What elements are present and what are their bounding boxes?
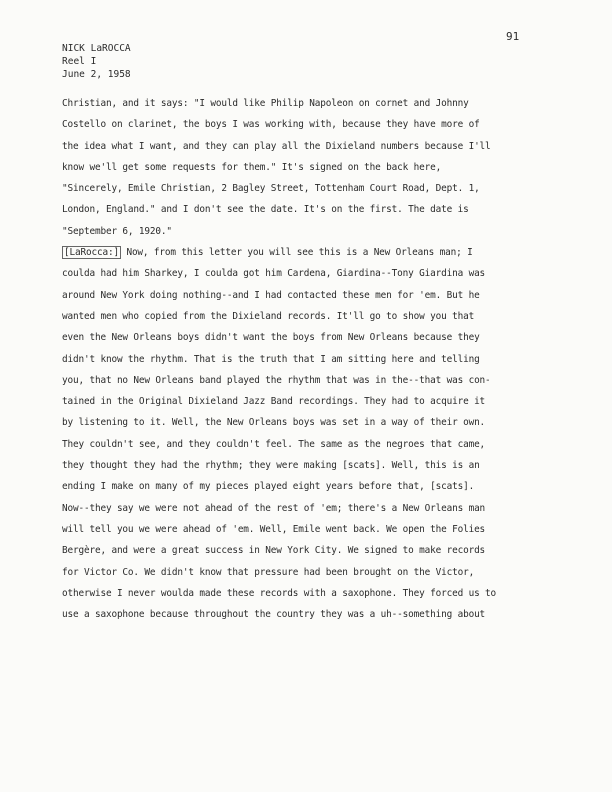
text-line: you, that no New Orleans band played the rhythm that was in the--that was con- [62, 374, 491, 386]
text-line: around New York doing nothing--and I had contacted these men for 'em. But he [62, 289, 480, 301]
text-line: London, England." and I don't see the date. It's on the first. The date is [62, 204, 469, 216]
text-line: "Sincerely, Emile Christian, 2 Bagley Street, Tottenham Court Road, Dept. 1, [62, 183, 480, 195]
interview-date: June 2, 1958 [62, 69, 131, 80]
text-line: didn't know the rhythm. That is the truth that I am sitting here and telling [62, 353, 480, 365]
text-line: Bergère, and were a great success in New York City. We signed to make records [62, 545, 486, 557]
text-line: They couldn't see, and they couldn't feel. The same as the negroes that came, [62, 438, 486, 450]
transcript-body [62, 93, 532, 625]
text-line: tained in the Original Dixieland Jazz Band recordings. They had to acquire it [62, 396, 486, 408]
text-line: they thought they had the rhythm; they were making [scats]. Well, this is an [62, 460, 480, 472]
page-number: 91 [506, 30, 520, 43]
interviewee-name: NICK LaROCCA [62, 43, 131, 54]
text-line: even the New Orleans boys didn't want the boys from New Orleans because they [62, 332, 480, 344]
reel-label: Reel I [62, 56, 97, 67]
speaker-label: [LaRocca:] [64, 247, 119, 259]
text-line: Costello on clarinet, the boys I was working with, because they have more of [62, 119, 480, 131]
text-line: Now--they say we were not ahead of the rest of 'em; there's a New Orleans man [62, 502, 486, 514]
text-line: know we'll get some requests for them." It's signed on the back here, [62, 161, 442, 173]
text-line: otherwise I never woulda made these records with a saxophone. They forced us to [62, 587, 497, 599]
text-line: use a saxophone because throughout the country they was a uh--something about [62, 609, 486, 621]
text-line [62, 242, 532, 263]
document-header [62, 42, 131, 81]
text-line: wanted men who copied from the Dixieland records. It'll go to show you that [62, 310, 475, 322]
text-line: Christian, and it says: "I would like Philip Napoleon on cornet and Johnny [62, 98, 469, 109]
text-line: "September 6, 1920." [62, 225, 172, 237]
text-line: by listening to it. Well, the New Orleans boys was set in a way of their own. [62, 417, 486, 429]
text-line: will tell you we were ahead of 'em. Well, Emile went back. We open the Folies [62, 523, 486, 535]
text-line: coulda had him Sharkey, I coulda got him Cardena, Giardina--Tony Giardina was [62, 268, 486, 280]
text-line: the idea what I want, and they can play all the Dixieland numbers because I'll [62, 140, 491, 152]
speaker-text: Now, from this letter you will see this is a New Orleans man; I [120, 247, 473, 259]
text-line: for Victor Co. We didn't know that pressure had been brought on the Victor, [62, 566, 475, 578]
text-line: ending I make on many of my pieces played eight years before that, [scats]. [62, 481, 475, 493]
